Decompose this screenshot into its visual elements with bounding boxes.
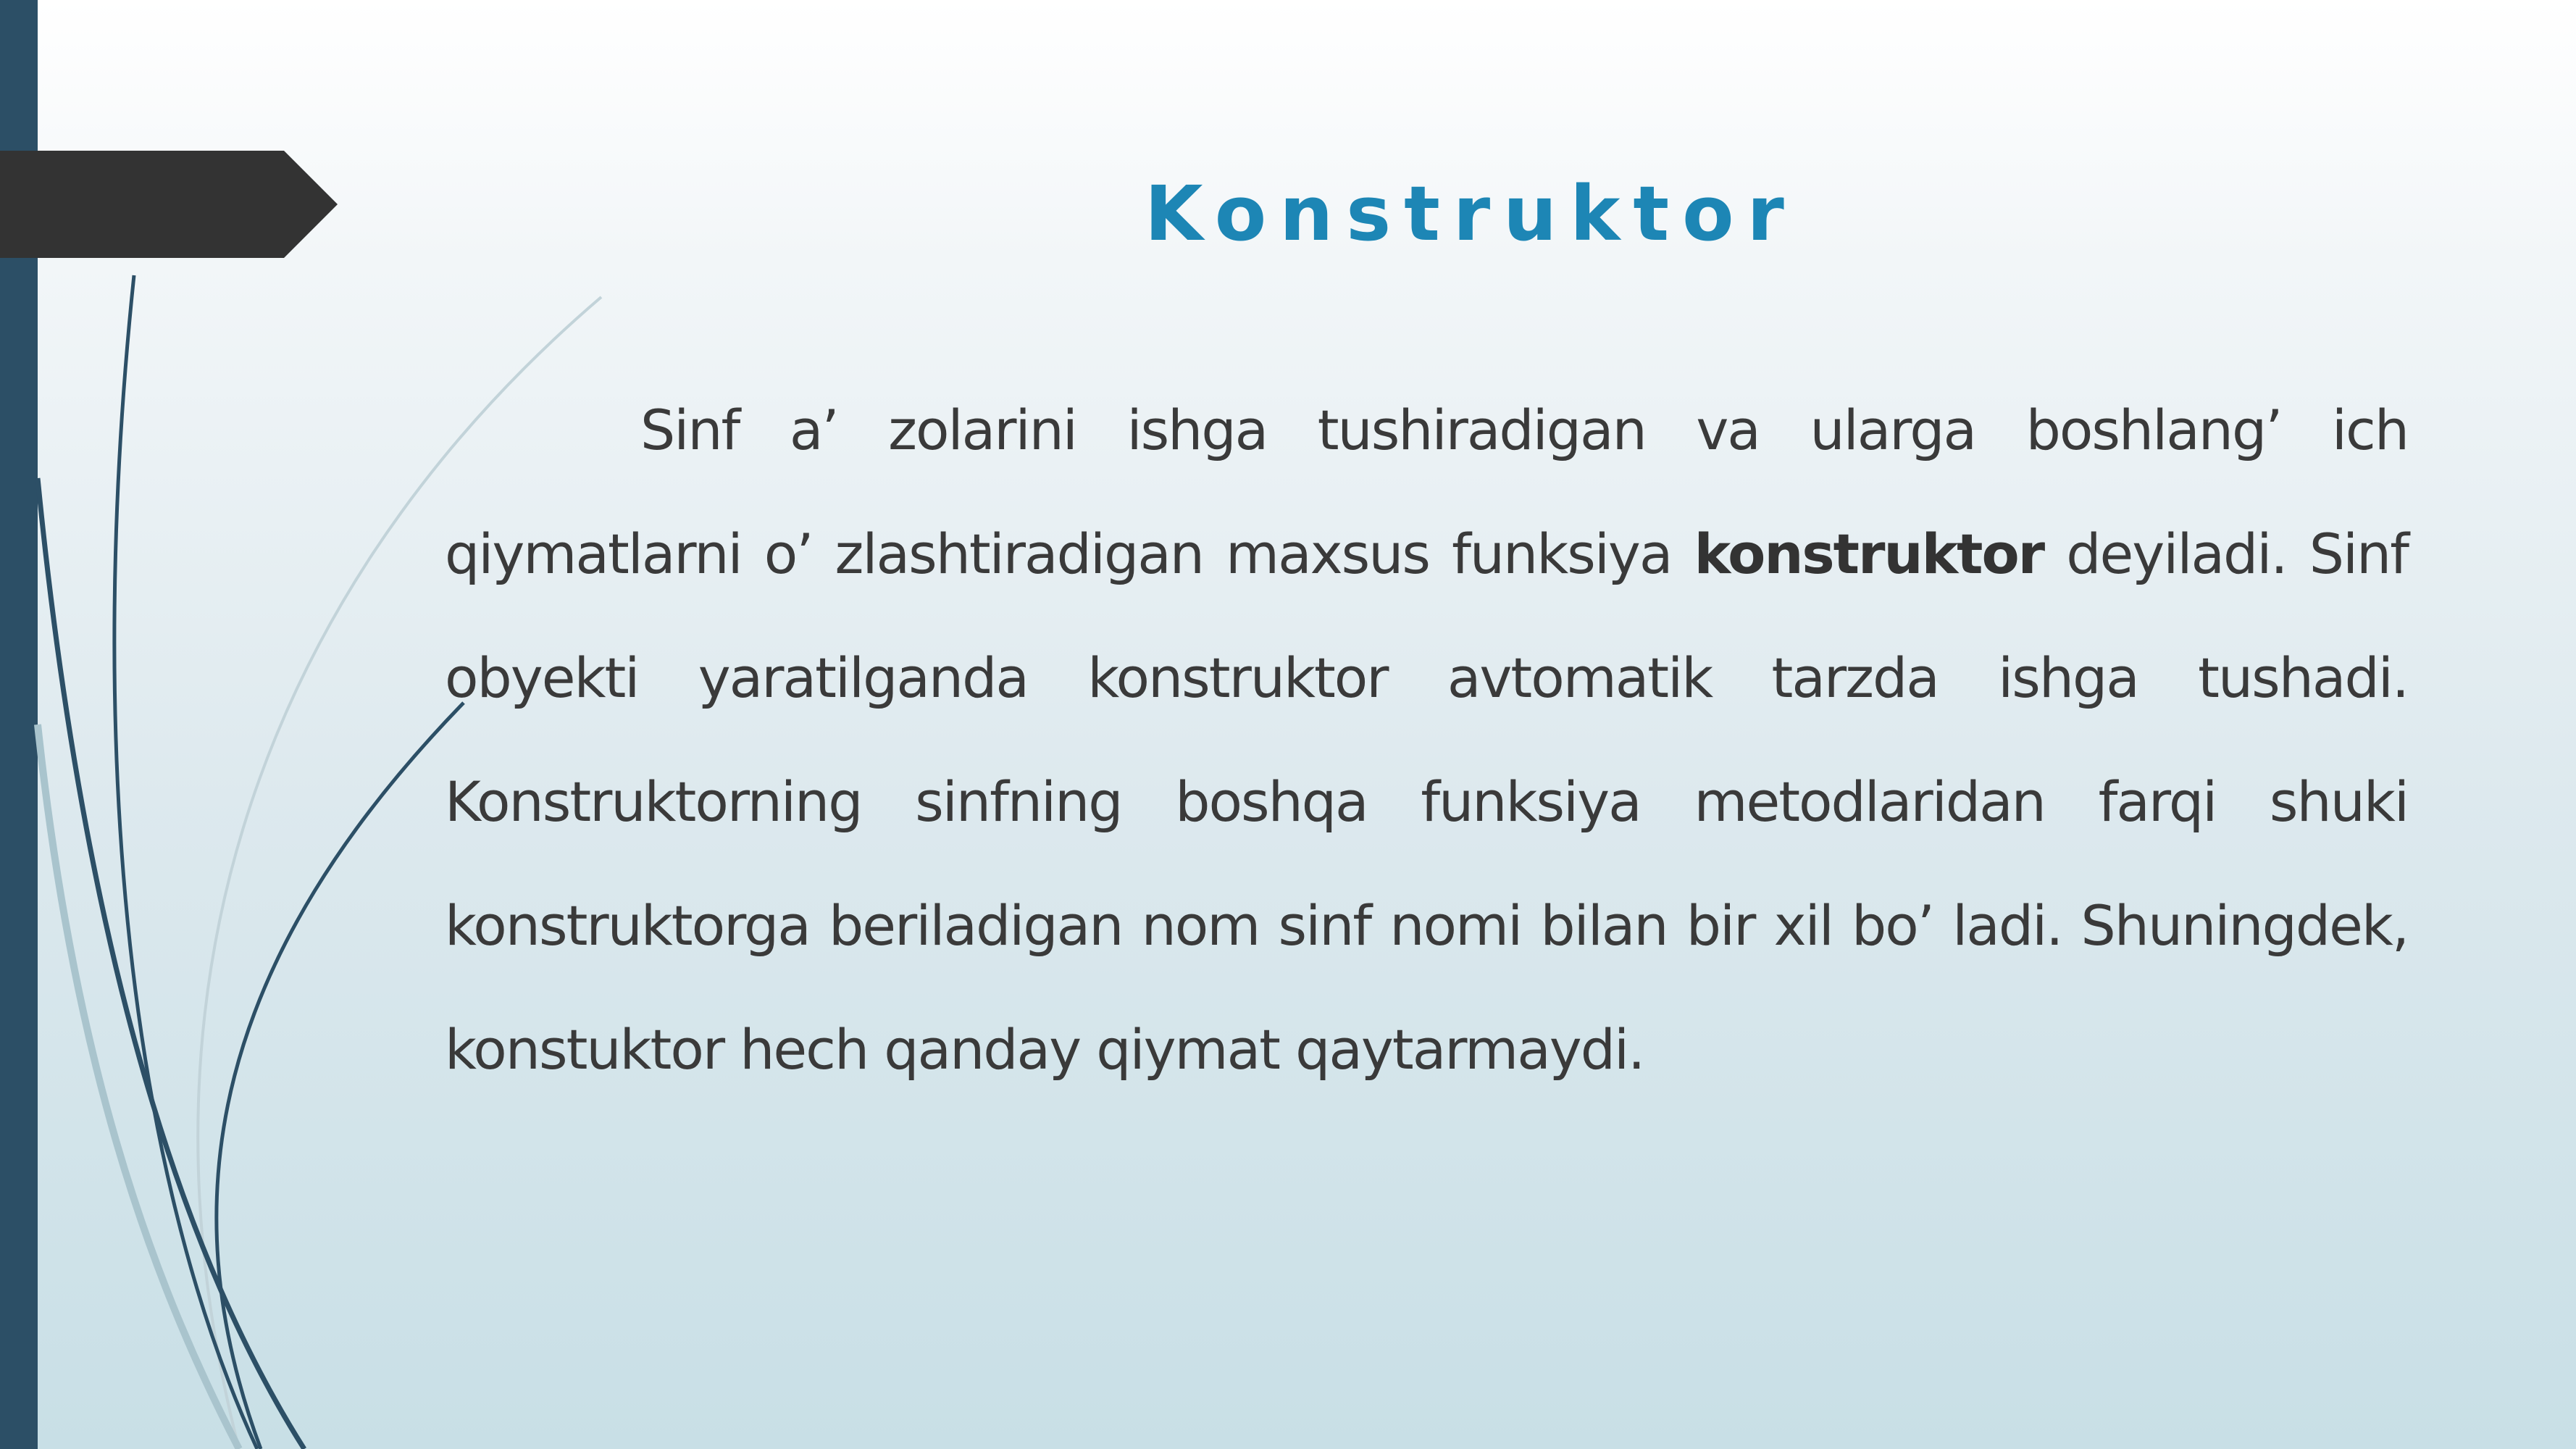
decorative-curve [38,478,304,1449]
paragraph-text-start: Sinf a’ zolarini ishga tushiradigan va ularga boshlang’ ich qiymatlarni o’ zlashtiradigan maxsus funksiya [445,398,2408,586]
bold-term: konstruktor [1694,522,2044,586]
slide-title: Konstruktor [1145,170,1797,258]
decorative-curve [38,724,239,1449]
body-paragraph [445,368,2408,1111]
arrow-tab [0,151,338,258]
decorative-curve [114,275,257,1449]
decorative-curve [217,703,464,1449]
paragraph-text-end: deyiladi. Sinf obyekti yaratilganda konstruktor avtomatik tarzda ishga tushadi. Konstruktorning sinfning boshqa funksiya metodlaridan farqi shuki konstruktorga beriladigan nom sinf nomi bilan bir xil bo’ ladi. Shuningdek, konstuktor hech qanday qiymat qaytarmaydi. [445,522,2408,1082]
